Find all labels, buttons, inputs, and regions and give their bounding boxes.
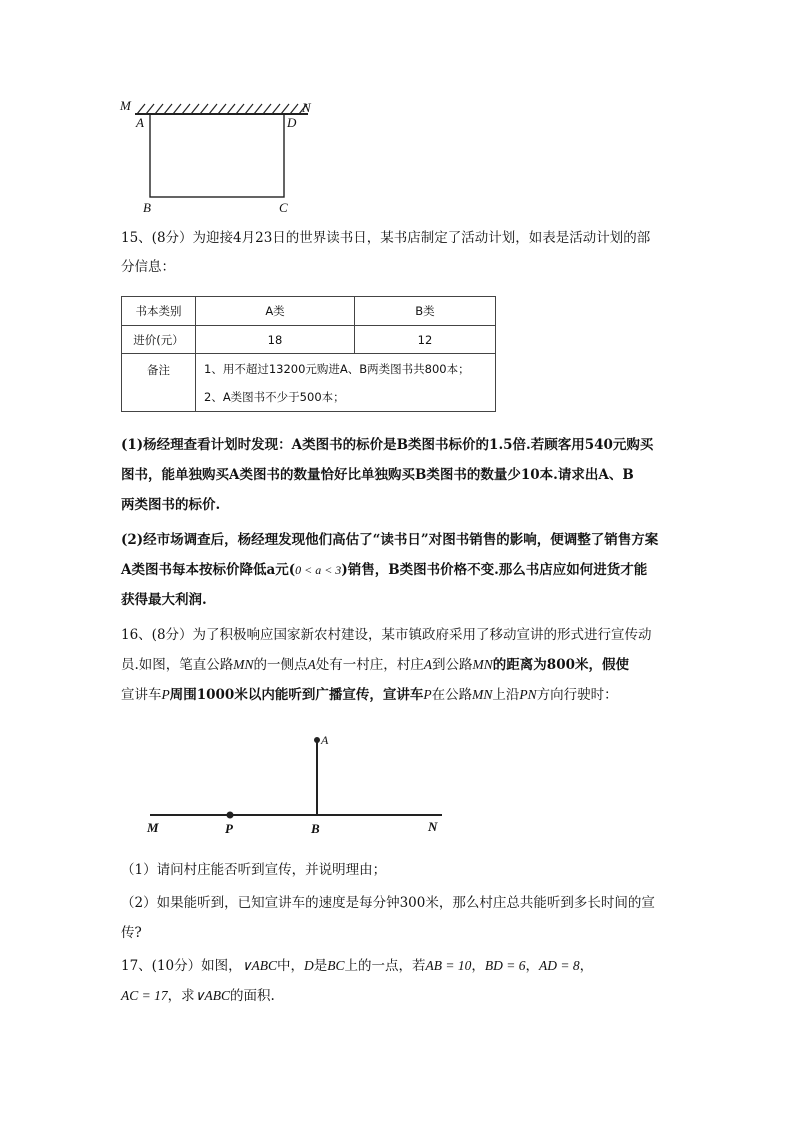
q15-part2-line1: (2)经市场调查后，杨经理发现他们高估了“读书日”对图书销售的影响，便调整了销售方案 (121, 532, 659, 548)
table-note-2: 2、A类图书不少于500本； (204, 389, 345, 404)
q16-mn-1: MN (233, 657, 254, 672)
road-label-B: B (311, 821, 320, 836)
q15-title-line1: 15、(8分）为迎接4月23日的世界读书日，某书店制定了活动计划，如表是活动计划的部 (121, 230, 651, 246)
road-village-figure (140, 728, 460, 838)
label-M: M (120, 98, 131, 113)
q16-line3a: 宣讲车 (121, 687, 162, 703)
q15-part1-line1: (1)杨经理查看计划时发现：A类图书的标价是B类图书标价的1.5倍.若顾客用540元购买 (121, 437, 654, 453)
q16-sub2-line1: （2）如果能听到，已知宣讲车的速度是每分钟300米，那么村庄总共能听到多长时间的宣 (121, 895, 655, 911)
q16-p-1: P (161, 687, 170, 702)
table-price-b: 12 (355, 326, 496, 354)
road-label-A: A (321, 733, 329, 747)
q16-line3e: 方向行驶时： (536, 687, 618, 703)
q15-title-line2: 分信息： (121, 259, 175, 275)
q17-line2c: 的面积. (230, 988, 275, 1004)
road-label-N: N (428, 819, 438, 834)
road-label-M: M (147, 820, 159, 835)
q16-sub2-line2: 传? (121, 925, 142, 941)
table-price-a: 18 (196, 326, 355, 354)
q17-triangle-2: ∨ABC (194, 988, 231, 1003)
label-N: N (302, 100, 311, 115)
q15-condition: 0 < a < 3 (295, 563, 342, 577)
q16-line3 (121, 686, 618, 704)
q15-part2-line2a: A类图书每本按标价降低a元( (121, 562, 296, 578)
q16-line2a: 员.如图，笔直公路 (121, 657, 234, 673)
q17-line1: 17、(10分）如图，∨ABC中，D是BC上的一点，若AB = 10，BD = 6，AD = 8， (121, 958, 594, 974)
q16-line2 (121, 656, 629, 674)
q17-eq-ac: AC = 17 (121, 988, 168, 1003)
label-C: C (279, 200, 288, 215)
table-header-b: B类 (355, 297, 496, 326)
wall-rectangle-figure (115, 96, 325, 216)
q16-line2c: 处有一村庄，村庄 (315, 657, 424, 673)
q16-a-1: A (307, 657, 316, 672)
q16-pn: PN (519, 687, 537, 702)
label-A: A (136, 115, 144, 130)
table-header-category: 书本类别 (122, 297, 196, 326)
q15-part1-line3: 两类图书的标价. (121, 497, 221, 513)
q17-bc: BC (327, 958, 345, 973)
table-note-1: 1、用不超过13200元购进A、B两类图书共800本； (204, 361, 470, 376)
table-note-cell (196, 354, 496, 412)
q17-line2b: ，求 (167, 988, 195, 1004)
q16-mn-2: MN (472, 657, 493, 672)
table-header-a: A类 (196, 297, 355, 326)
q15-part2-line3: 获得最大利润. (121, 592, 207, 608)
q17-line1b: 中， (277, 958, 305, 974)
q17-line1a: 17、(10分）如图， (121, 958, 242, 974)
activity-plan-table (121, 296, 496, 412)
q16-line1: 16、(8分）为了积极响应国家新农村建设，某市镇政府采用了移动宣讲的形式进行宣传动 (121, 627, 652, 643)
q16-line2b: 的一侧点 (253, 657, 308, 673)
q15-part1-line2: 图书，能单独购买A类图书的数量恰好比单独购买B类图书的数量少10本.请求出A、B (121, 467, 634, 483)
label-D: D (287, 115, 297, 130)
q16-p-2: P (423, 687, 432, 702)
q17-line2 (121, 987, 275, 1005)
q17-eq-ad: AD = 8 (539, 958, 580, 973)
q16-sub1: （1）请问村庄能否听到宣传，并说明理由； (121, 862, 387, 878)
q17-triangle-1: ∨ABC (241, 958, 278, 973)
q17-eq-ab: AB = 10 (425, 958, 472, 973)
road-label-P: P (225, 821, 233, 836)
q16-mn-3: MN (472, 687, 493, 702)
table-note-label: 备注 (122, 354, 196, 412)
q16-line2d: 到公路 (432, 657, 473, 673)
q16-line2e: 的距离为800米，假使 (492, 657, 629, 673)
label-B: B (143, 200, 151, 215)
q17-eq-bd: BD = 6 (484, 958, 526, 973)
q16-line3d: 上沿 (492, 687, 520, 703)
q17-line1d: 上的一点，若 (344, 958, 426, 974)
q15-part2-line2 (121, 561, 647, 579)
q17-d: D (304, 958, 314, 973)
q16-line3b: 周围1000米以内能听到广播宣传，宣讲车 (169, 687, 424, 703)
q16-a-2: A (423, 657, 433, 672)
q17-line1c: 是 (313, 958, 328, 974)
q16-line3c: 在公路 (431, 687, 473, 703)
table-price-label: 进价(元） (122, 326, 196, 354)
q15-part2-line2b: )销售，B类图书价格不变.那么书店应如何进货才能 (341, 562, 648, 578)
